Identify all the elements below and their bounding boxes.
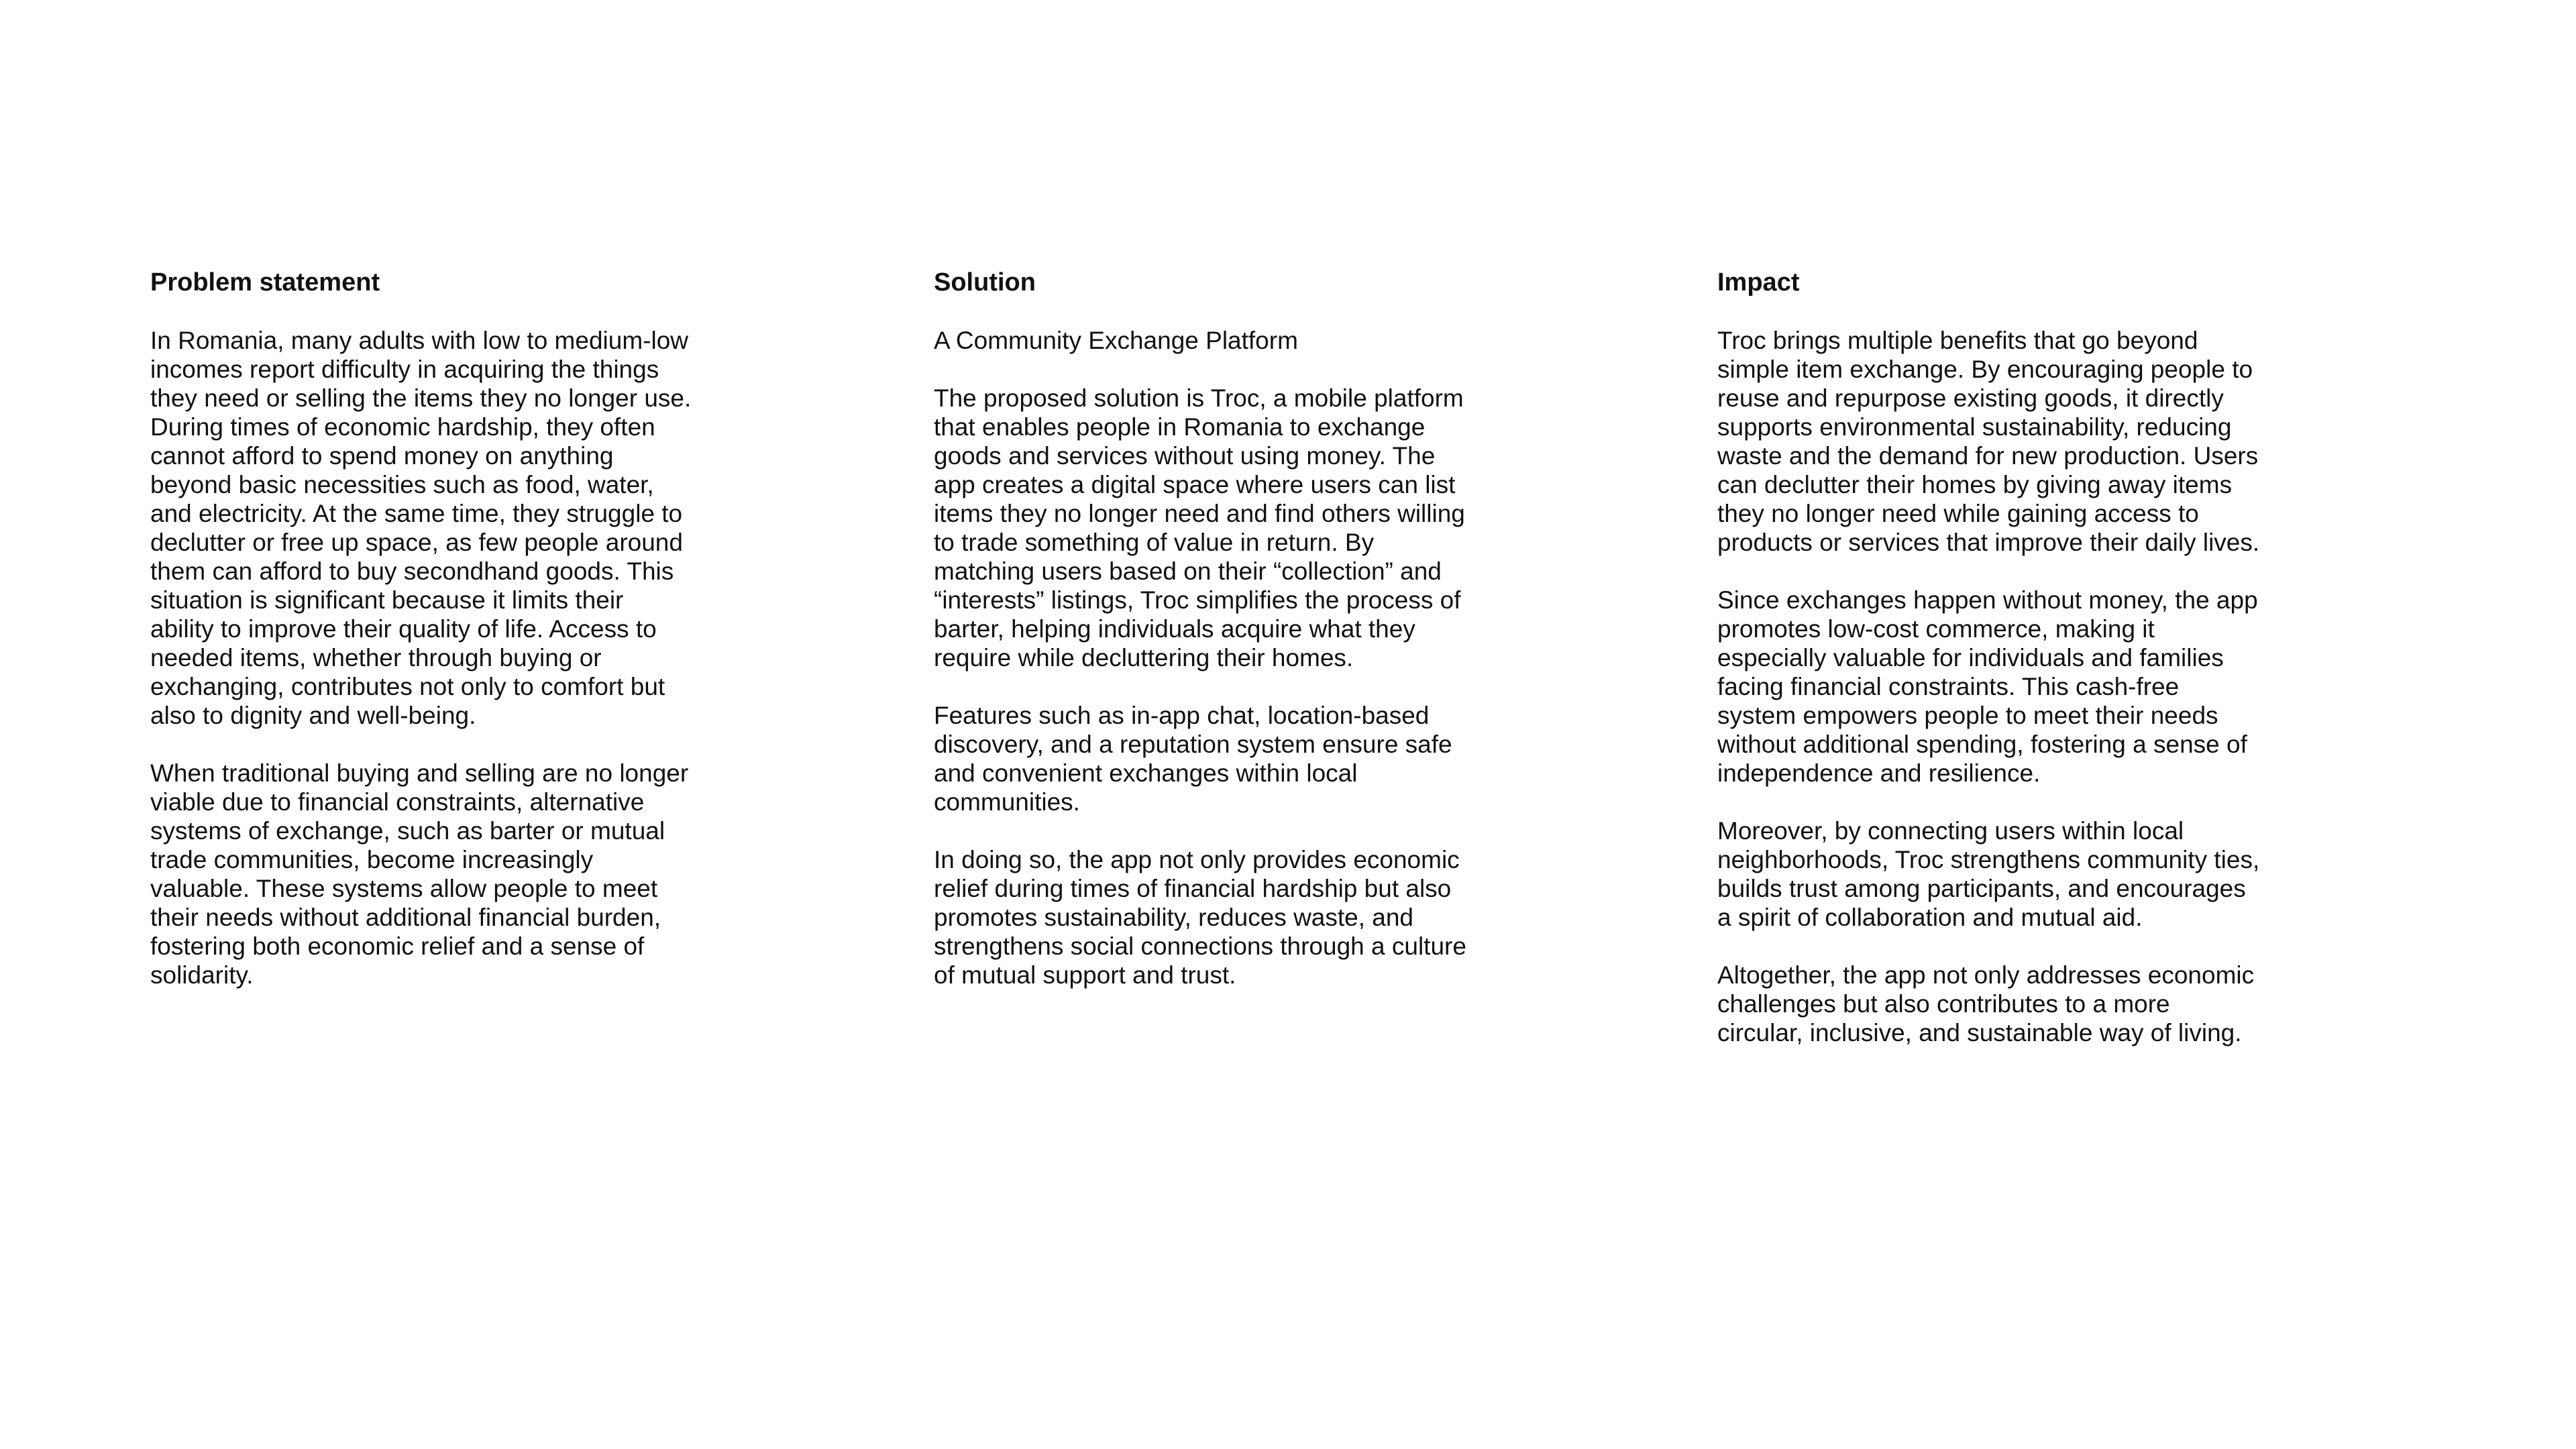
- problem-paragraph-1: In Romania, many adults with low to medium-low incomes report difficulty in acquiring the things they need or selling the items they no longer use. During times of economic hardship, they often cannot afford to spend money on anything beyond basic necessities such as food, water, and electricity. At the same time, they struggle to declutter or free up space, as few people around them can afford to buy secondhand goods. This situation is significant because it limits their ability to improve their quality of life. Access to needed items, whether through buying or exchanging, contributes not only to comfort but also to dignity and well-being.: [150, 327, 692, 729]
- solution-paragraph-2: Features such as in-app chat, location-based discovery, and a reputation system ensure safe and convenient exchanges within local communities.: [934, 702, 1452, 816]
- impact-paragraph-2: Since exchanges happen without money, the app promotes low-cost commerce, making it especially valuable for individuals and families facing financial constraints. This cash-free system empowers people to meet their needs without additional spending, fostering a sense of independence and resilience.: [1717, 586, 2258, 787]
- content-columns: [150, 268, 2404, 1076]
- solution-paragraph-3: In doing so, the app not only provides economic relief during times of financial hardship but also promotes sustainability, reduces waste, and strengthens social connections through a culture of mutual support and trust.: [934, 846, 1466, 989]
- solution-column: [934, 268, 1531, 1076]
- problem-paragraph-2: When traditional buying and selling are no longer viable due to financial constraints, alternative systems of exchange, such as barter or mutual trade communities, become increasingly valuable. These systems allow people to meet their needs without additional financial burden, fostering both economic relief and a sense of solidarity.: [150, 759, 689, 989]
- impact-paragraph-3: Moreover, by connecting users within local neighborhoods, Troc strengthens community ties, builds trust among participants, and encourages a spirit of collaboration and mutual aid.: [1717, 817, 2260, 931]
- solution-subtitle: A Community Exchange Platform: [934, 327, 1298, 354]
- solution-heading: Solution: [934, 268, 1036, 297]
- impact-paragraph-4: Altogether, the app not only addresses economic challenges but also contributes to a more circular, inclusive, and sustainable way of living.: [1717, 961, 2255, 1046]
- solution-paragraph-1: The proposed solution is Troc, a mobile platform that enables people in Romania to exchange goods and services without using money. The app creates a digital space where users can list items they no longer need and find others willing to trade something of value in return. By matching users based on their “collection” and “interests” listings, Troc simplifies the process of barter, helping individuals acquire what they require while decluttering their homes.: [934, 384, 1465, 672]
- impact-paragraph-1: Troc brings multiple benefits that go beyond simple item exchange. By encouraging people to reuse and repurpose existing goods, it directly supports environmental sustainability, reducing waste and the demand for new production. Users can declutter their homes by giving away items they no longer need while gaining access to products or services that improve their daily lives.: [1717, 327, 2260, 556]
- impact-heading: Impact: [1717, 268, 1800, 297]
- problem-statement-heading: Problem statement: [150, 268, 380, 297]
- impact-column: [1717, 268, 2314, 1076]
- problem-statement-column: [150, 268, 747, 1076]
